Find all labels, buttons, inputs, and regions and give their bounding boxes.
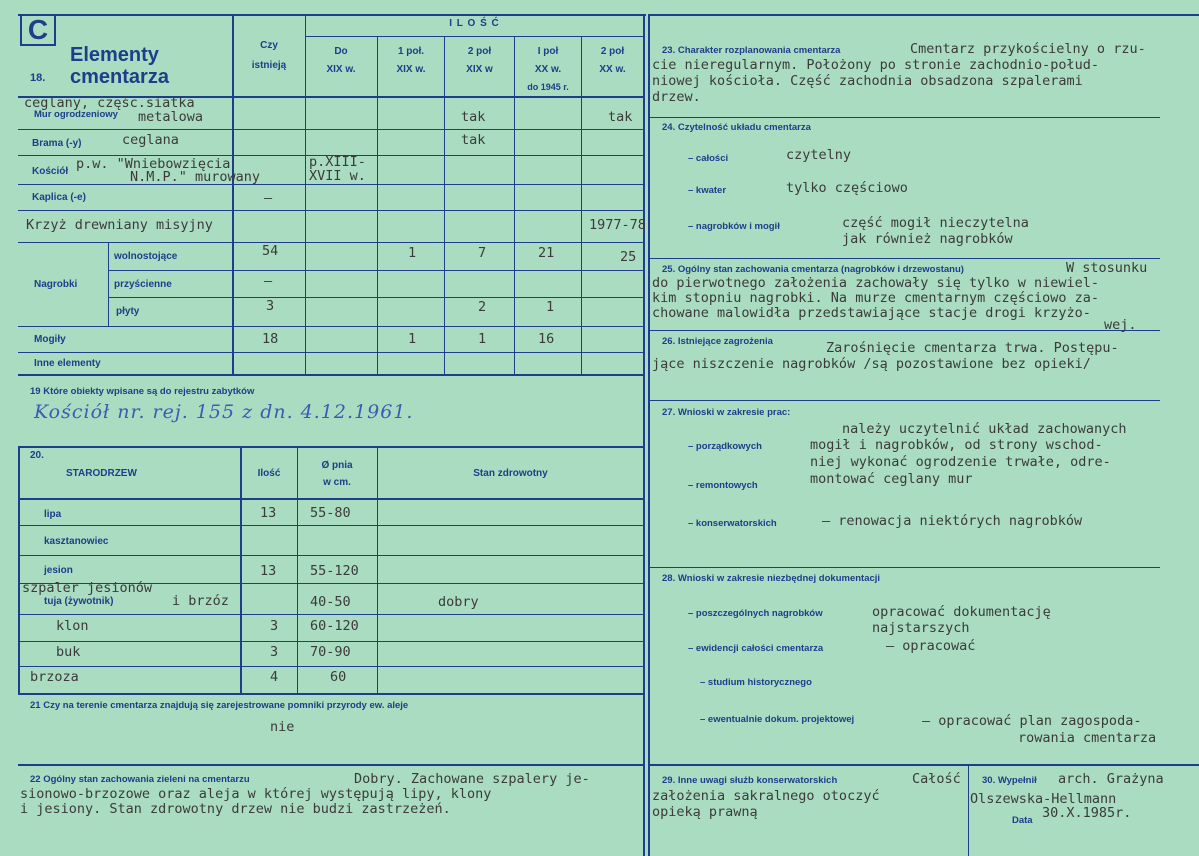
section-26-typed: jące niszczenie nagrobków /są pozostawione bez opieki/ [652, 356, 1091, 372]
cell-value: 70-90 [310, 644, 351, 660]
szpaler-typed: i brzóz [172, 593, 229, 609]
section-27-typed: należy uczytelnić układ zachowanych [842, 421, 1127, 437]
col-header: XX w. [599, 64, 626, 75]
section-29-typed: opieką prawną [652, 804, 758, 820]
col-header: I poł [537, 46, 559, 57]
section-27-typed: – renowacja niektórych nagrobków [822, 513, 1083, 529]
rule [108, 270, 644, 271]
rule [18, 555, 644, 556]
section-27-typed: niej wykonać ogrodzenie trwałe, odre- [810, 454, 1111, 470]
section-23-typed: cie nieregularnym. Położony po stronie zachodnio-połud- [652, 57, 1100, 73]
cell-value: 1 [408, 245, 417, 261]
section-27-label: 27. Wnioski w zakresie prac: [662, 407, 791, 418]
row-label: kasztanowiec [44, 536, 109, 547]
section-25-typed: kim stopniu nagrobki. Na murze cmentarnym częściowo za- [652, 290, 1100, 306]
rule [305, 36, 644, 37]
date-value: 30.X.1985r. [1042, 805, 1132, 821]
section-21-answer: nie [270, 719, 295, 735]
cell-value: 55-80 [310, 505, 351, 521]
row-value: rowania cmentarza [1018, 730, 1157, 746]
date-label: Data [1012, 815, 1033, 826]
section-29-typed: założenia sakralnego otoczyć [652, 788, 880, 804]
cell-value: tak [461, 132, 486, 148]
row-label: – studium historycznego [700, 677, 812, 688]
row-label: Brama (-y) [32, 138, 82, 149]
rule [18, 446, 20, 694]
col-header: Stan zdrowotny [473, 468, 548, 479]
section-19-label: 19 Które obiekty wpisane są do rejestru zabytków [30, 386, 255, 397]
section-30-typed: Olszewska-Hellmann [970, 791, 1117, 807]
cell-value: 1 [408, 331, 417, 347]
rule [18, 498, 644, 500]
row-value: – opracować plan zagospoda- [922, 713, 1142, 729]
szpaler-typed: szpaler jesionów [22, 580, 153, 596]
row-value: najstarszych [872, 620, 970, 636]
row-label: przyścienne [114, 279, 172, 290]
row-label: Mur ogrodzeniowy [34, 109, 118, 120]
col-header: 2 poł [600, 46, 625, 57]
row-value: jak również nagrobków [842, 231, 1013, 247]
rule [18, 326, 644, 327]
mur-typed: ceglany, częśc.siatka [24, 95, 195, 111]
cell-value: 1 [546, 299, 555, 315]
col-header: 1 poł. [397, 46, 425, 57]
row-label: – kwater [688, 185, 727, 196]
row-label: Mogiły [34, 334, 66, 345]
col-header: STARODRZEW [66, 468, 137, 479]
row-label: – ewidencji całości cmentarza [688, 643, 824, 654]
brama-typed: ceglana [122, 132, 179, 148]
krzyz-typed: Krzyż drewniany misyjny [26, 217, 213, 233]
section-23-typed: Cmentarz przykościelny o rzu- [910, 41, 1146, 57]
section-28-label: 28. Wnioski w zakresie niezbędnej dokumentacji [662, 573, 881, 584]
rule [377, 36, 378, 375]
cell-value: 16 [538, 331, 555, 347]
section-25-typed: chowane malowidła przedstawiające stacje drogi krzyżo- [652, 305, 1091, 321]
cell-value: 7 [478, 245, 487, 261]
rule [18, 242, 644, 243]
cell-value: 13 [260, 505, 277, 521]
cell-value: 18 [262, 331, 279, 347]
row-label: – ewentualnie dokum. projektowej [700, 714, 855, 725]
rule [650, 764, 1199, 766]
section-29-label: 29. Inne uwagi służb konserwatorskich [662, 775, 838, 786]
rule [18, 614, 644, 615]
col-header: istnieją [251, 60, 287, 71]
cell-value: 13 [260, 563, 277, 579]
cell-value: 25 [620, 249, 637, 265]
rule [650, 117, 1160, 118]
row-label: – nagrobków i mogił [688, 221, 780, 232]
section-22-typed: sionowo-brzozowe oraz aleja w której występują lipy, klony [20, 786, 492, 802]
cell-value: 54 [262, 243, 279, 259]
col-header: XX w. [534, 64, 562, 75]
rule [18, 641, 644, 642]
section-23-typed: drzew. [652, 89, 701, 105]
cell-value: 1977-78 [589, 217, 646, 233]
cell-value: dobry [438, 594, 479, 610]
cell-value: 3 [266, 298, 275, 314]
section-number: 18. [30, 72, 46, 84]
kosciol-typed: p.w. "Wniebowzięcia [76, 156, 231, 172]
section-22-typed: Dobry. Zachowane szpalery je- [354, 771, 590, 787]
row-label: Inne elementy [34, 358, 101, 369]
col-header: Czy [260, 40, 278, 51]
col-header: Ø pnia [321, 460, 353, 471]
rule [18, 525, 644, 526]
section-23-typed: niowej kościoła. Część zachodnia obsadzona szpalerami [652, 73, 1083, 89]
section-25-typed: wej. [1104, 317, 1137, 333]
cell-value: 3 [270, 644, 279, 660]
row-value: część mogił nieczytelna [842, 215, 1029, 231]
section-21-label: 21 Czy na terenie cmentarza znajdują się zarejestrowane pomniki przyrody ew. aleje [30, 700, 409, 711]
rule [18, 210, 644, 211]
row-label: Kaplica (-e) [32, 192, 86, 203]
rule [650, 567, 1160, 568]
section-27-typed: mogił i nagrobków, od strony wschod- [810, 437, 1103, 453]
col-header: w cm. [323, 477, 351, 488]
rule [444, 36, 445, 375]
section-19-handwritten: Kościół nr. rej. 155 z dn. 4.12.1961. [34, 401, 414, 423]
rule [650, 14, 1199, 16]
cell-value: 3 [270, 618, 279, 634]
row-label: Kościół [32, 166, 69, 177]
section-26-typed: Zarośnięcie cmentarza trwa. Postępu- [826, 340, 1119, 356]
row-value: – opracować [886, 638, 976, 654]
row-value: opracować dokumentację [872, 604, 1051, 620]
row-label: – remontowych [688, 480, 758, 491]
col-header: 2 poł [467, 46, 492, 57]
section-30-typed: arch. Grażyna [1058, 771, 1164, 787]
rule [18, 666, 644, 667]
col-header-ilosc: I L O Ś Ć [449, 18, 500, 29]
section-29-typed: Całość [912, 771, 961, 787]
section-number: 20. [30, 450, 44, 461]
rule [18, 446, 644, 448]
cell-value: 1 [478, 331, 487, 347]
category-letter-box: C [20, 14, 56, 46]
section-25-label: 25. Ogólny stan zachowania cmentarza (nagrobków i drzewostanu) [662, 264, 964, 275]
cell-value: p.XIII- [309, 154, 366, 170]
cell-value: 55-120 [310, 563, 359, 579]
row-label: Nagrobki [34, 279, 78, 290]
cell-value: 60 [330, 669, 347, 685]
col-header: Do [334, 46, 348, 57]
rule [18, 129, 644, 130]
row-label: – poszczególnych nagrobków [688, 608, 823, 619]
rule [240, 446, 242, 694]
row-label: – konserwatorskich [688, 518, 777, 529]
row-label: – porządkowych [688, 441, 762, 452]
cell-value: 4 [270, 669, 279, 685]
cell-value: 40-50 [310, 594, 351, 610]
tree-typed: klon [56, 618, 89, 634]
rule [18, 693, 644, 695]
section-24-label: 24. Czytelność układu cmentarza [662, 122, 811, 133]
cell-value: – [264, 273, 273, 289]
rule [650, 330, 1160, 331]
section-26-label: 26. Istniejące zagrożenia [662, 336, 773, 347]
section-title: cmentarza [70, 66, 169, 88]
rule [18, 374, 644, 376]
kosciol-typed: N.M.P." murowany [130, 169, 261, 185]
cell-value: 21 [538, 245, 555, 261]
col-header: do 1945 r. [527, 82, 569, 92]
rule [377, 446, 378, 694]
rule [18, 14, 646, 16]
section-25-typed: do pierwotnego założenia zachowały się tylko w niewiel- [652, 275, 1100, 291]
section-title: Elementy [70, 44, 159, 66]
divider [643, 14, 645, 856]
col-header: XIX w. [396, 64, 426, 75]
row-label: tuja (żywotnik) [44, 596, 114, 607]
rule [581, 36, 582, 375]
rule [18, 352, 644, 353]
divider [648, 14, 650, 856]
rule [108, 243, 109, 326]
row-label: – całości [688, 153, 729, 164]
cell-value: – [264, 190, 273, 206]
col-header: Ilość [257, 468, 281, 479]
tree-typed: brzoza [30, 669, 79, 685]
section-22-label: 22 Ogólny stan zachowania zieleni na cmentarzu [30, 774, 250, 785]
section-22-typed: i jesiony. Stan zdrowotny drzew nie budzi zastrzeżeń. [20, 801, 451, 817]
row-label: wolnostojące [114, 251, 178, 262]
row-label: jesion [44, 565, 73, 576]
row-value: czytelny [786, 147, 852, 163]
section-30-label: 30. Wypełnił [982, 775, 1037, 786]
rule [650, 400, 1160, 401]
cell-value: 2 [478, 299, 487, 315]
col-header: XIX w [466, 64, 493, 75]
cell-value: tak [608, 109, 633, 125]
row-value: tylko częściowo [786, 180, 908, 196]
mur-typed: metalowa [138, 109, 204, 125]
rule [968, 764, 969, 856]
section-23-label: 23. Charakter rozplanowania cmentarza [662, 45, 841, 56]
rule [108, 297, 644, 298]
rule [650, 258, 1160, 259]
rule [18, 764, 644, 766]
section-25-typed: W stosunku [1066, 260, 1148, 276]
row-label: lipa [44, 509, 62, 520]
cell-value: tak [461, 109, 486, 125]
col-header: XIX w. [326, 64, 356, 75]
row-label: płyty [116, 306, 140, 317]
tree-typed: buk [56, 644, 81, 660]
cell-value: 60-120 [310, 618, 359, 634]
section-27-typed: montować ceglany mur [810, 471, 973, 487]
cell-value: XVII w. [309, 168, 366, 184]
